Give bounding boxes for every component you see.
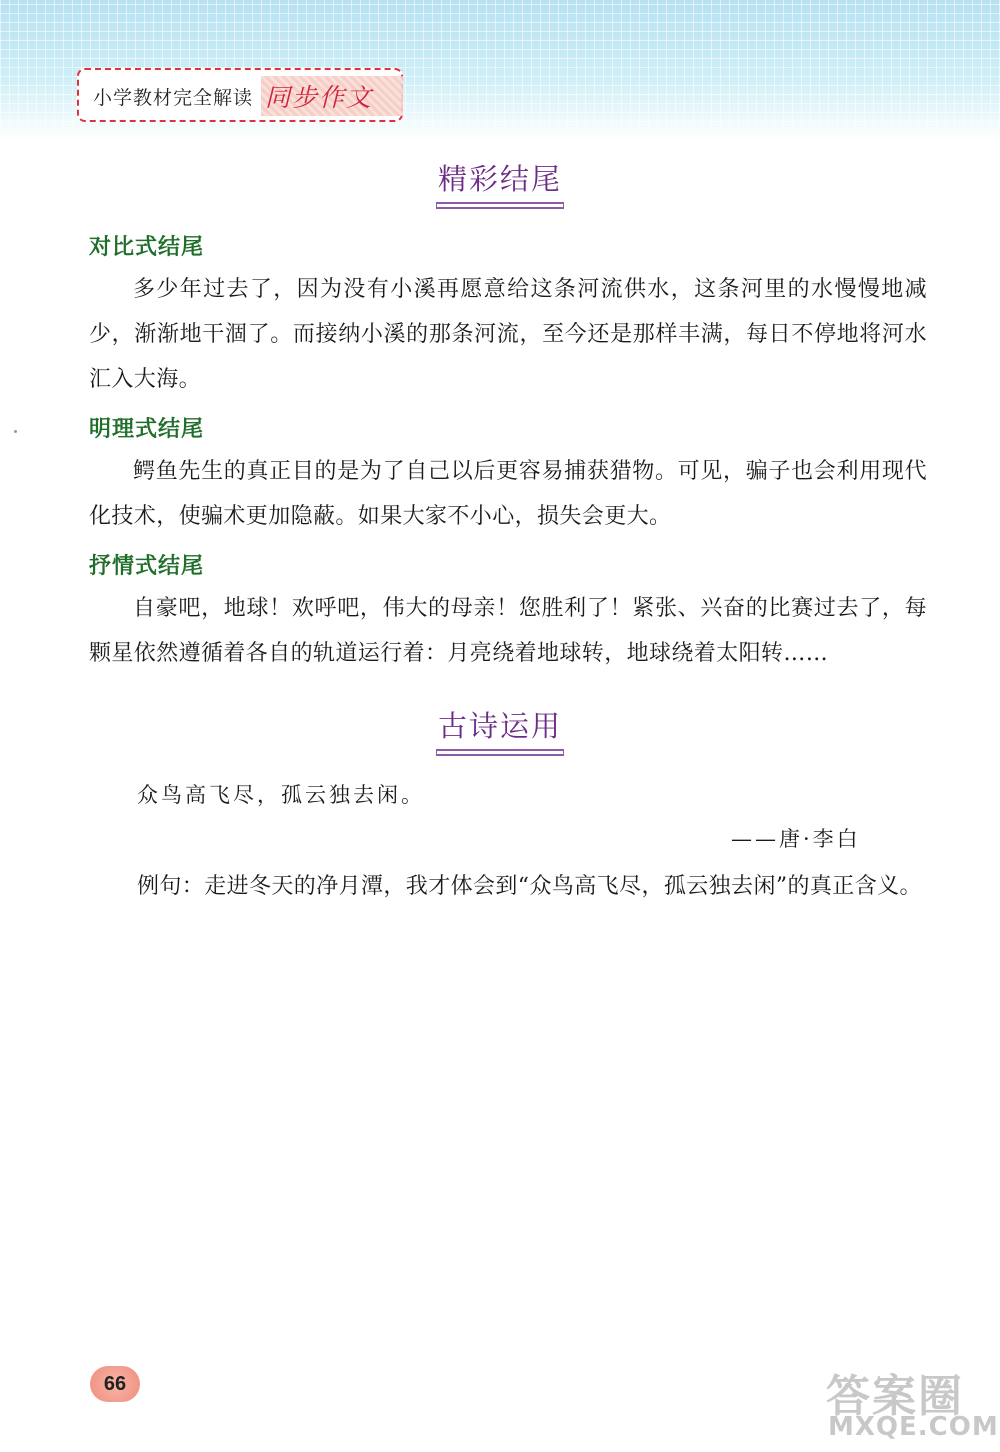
book-topic-title: 同步作文 bbox=[265, 83, 374, 112]
book-series-title: 小学教材完全解读 bbox=[93, 87, 254, 109]
book-header bbox=[77, 68, 403, 122]
site-watermark bbox=[826, 1360, 999, 1444]
paragraph-lyrical-ending: 自豪吧，地球！欢呼吧，伟大的母亲！您胜利了！紧张、兴奋的比赛过去了，每颗星依然遵循着各自的轨道运行着：月亮绕着地球转，地球绕着太阳转…… bbox=[89, 596, 927, 666]
watermark-text: 答案圈 bbox=[826, 1371, 964, 1422]
subheading-contrast-ending: 对比式结尾 bbox=[89, 235, 205, 260]
page-number: 66 bbox=[90, 1366, 140, 1402]
margin-mark bbox=[14, 430, 17, 433]
subheading-reasoning-ending: 明理式结尾 bbox=[89, 417, 205, 442]
section-title-poetry: 古诗运用 bbox=[0, 704, 1000, 751]
paragraph-reasoning-ending: 鳄鱼先生的真正目的是为了自己以后更容易捕获猎物。可见，骗子也会利用现代化技术，使骗术更加隐蔽。如果大家不小心，损失会更大。 bbox=[89, 459, 927, 529]
poem-line: 众鸟高飞尽，孤云独去闲。 bbox=[137, 783, 425, 807]
poem-attribution: ——唐·李白 bbox=[731, 827, 861, 851]
subheading-lyrical-ending: 抒情式结尾 bbox=[89, 554, 205, 579]
paragraph-contrast-ending: 多少年过去了，因为没有小溪再愿意给这条河流供水，这条河里的水慢慢地减少，渐渐地干涸了。而接纳小溪的那条河流，至今还是那样丰满，每日不停地将河水汇入大海。 bbox=[89, 277, 927, 392]
watermark-domain: MXQE.COM bbox=[828, 1412, 999, 1442]
section-title-endings: 精彩结尾 bbox=[0, 157, 1000, 204]
example-sentence: 例句：走进冬天的净月潭，我才体会到“众鸟高飞尽，孤云独去闲”的真正含义。 bbox=[137, 874, 922, 899]
